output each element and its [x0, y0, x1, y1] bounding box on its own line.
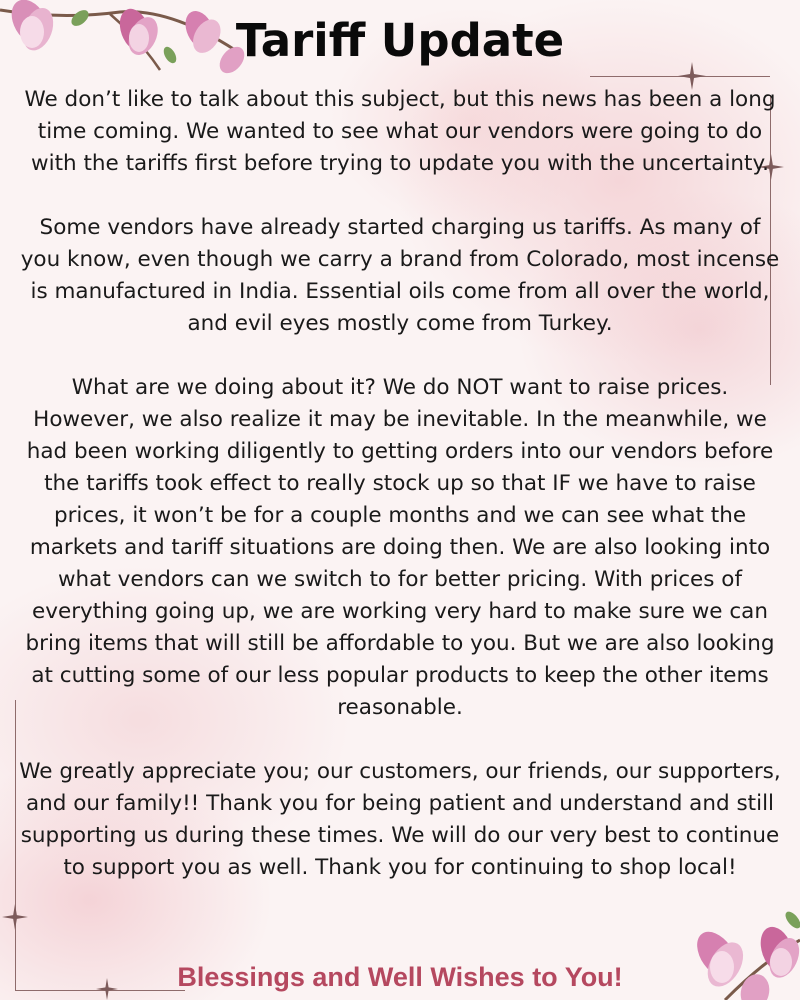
- paragraph-vendors: Some vendors have already started charging us tariffs. As many of you know, even though we carry a brand from Colorado, most incense is manufactured in India. Essential oils come from all over the world, and evil eyes mostly come from Turkey.: [20, 215, 780, 336]
- paragraph-plan: What are we doing about it? We do NOT want to raise prices. However, we also realize it may be inevitable. In the meanwhile, we had been working diligently to getting orders into our vendors before the tariffs took effect to really stock up so that IF we have to raise prices, it won’t be for a couple months and we can see what the markets and tariff situations are doing then. We are also looking into what vendors can we switch to for better pricing. With prices of everything going up, we are working very hard to make sure we can bring items that will still be affordable to you. But we are also looking at cutting some of our less popular products to keep the other items reasonable.: [25, 375, 775, 720]
- paragraph-intro: We don’t like to talk about this subject, but this news has been a long time coming. We wanted to see what our vendors were going to do with the tariffs first before trying to update you with the uncertainty.: [24, 87, 776, 176]
- page-title: Tariff Update: [235, 14, 565, 67]
- sparkle-star-icon: [2, 904, 28, 930]
- paragraph-thanks: We greatly appreciate you; our customers, our friends, our supporters, and our family!! Thank you for being patient and understand and still supporting us during these times. We will do our very best to continue to support you as well. Thank you for continuing to shop local!: [19, 759, 781, 880]
- closing-line: Blessings and Well Wishes to You!: [177, 962, 623, 992]
- announcement-body: [18, 84, 782, 884]
- frame-line-left: [15, 700, 16, 990]
